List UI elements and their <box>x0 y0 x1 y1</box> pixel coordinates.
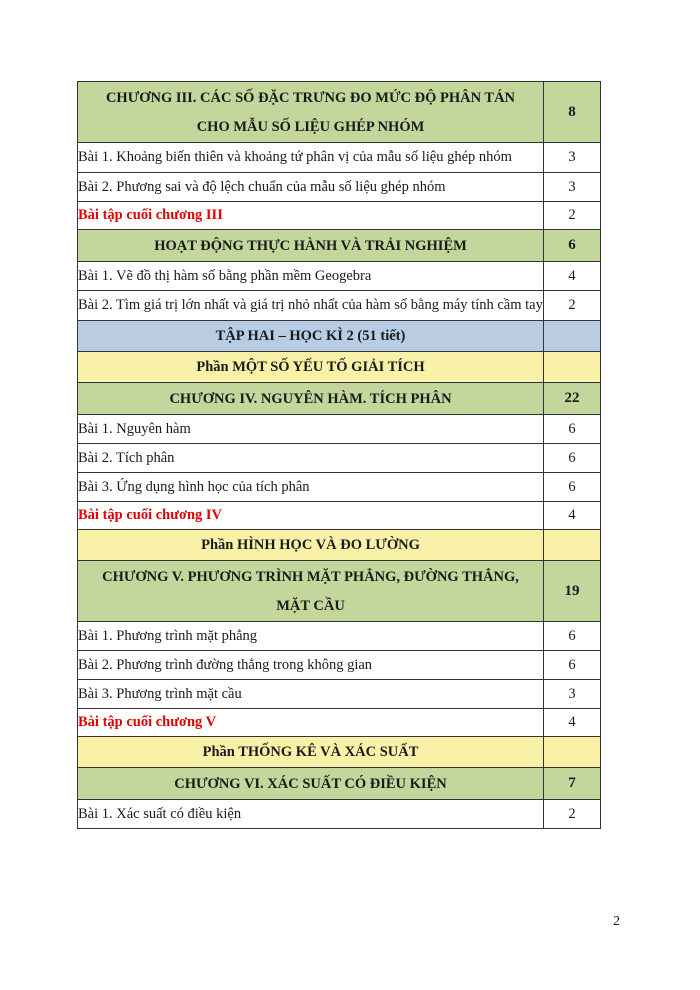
lesson-row <box>78 173 601 202</box>
part-title: Phần MỘT SỐ YẾU TỐ GIẢI TÍCH <box>78 352 544 383</box>
volume-row <box>78 321 601 352</box>
chapter-title: CHƯƠNG IV. NGUYÊN HÀM. TÍCH PHÂN <box>78 383 544 415</box>
lesson-hours: 3 <box>544 173 601 202</box>
lesson-hours: 6 <box>544 473 601 502</box>
page-number: 2 <box>613 914 620 929</box>
lesson-row <box>78 291 601 321</box>
lesson-hours: 2 <box>544 291 601 321</box>
part-hours <box>544 737 601 768</box>
lesson-title: Bài 2. Tìm giá trị lớn nhất và giá trị nhỏ nhất của hàm số bằng máy tính cầm tay <box>78 291 544 321</box>
lesson-row <box>78 800 601 829</box>
lesson-title: Bài 1. Khoảng biến thiên và khoảng tứ phân vị của mẫu số liệu ghép nhóm <box>78 143 544 173</box>
chapter-review-row <box>78 202 601 230</box>
lesson-row <box>78 262 601 291</box>
chapter-review-row <box>78 709 601 737</box>
lesson-hours: 6 <box>544 444 601 473</box>
chapter-row <box>78 230 601 262</box>
lesson-row <box>78 444 601 473</box>
lesson-row <box>78 143 601 173</box>
lesson-hours: 3 <box>544 680 601 709</box>
part-row <box>78 530 601 561</box>
volume-hours <box>544 321 601 352</box>
curriculum-table <box>77 81 601 829</box>
review-hours: 2 <box>544 202 601 230</box>
lesson-row <box>78 651 601 680</box>
chapter-review-row <box>78 502 601 530</box>
chapter-row <box>78 383 601 415</box>
lesson-title: Bài 3. Phương trình mặt cầu <box>78 680 544 709</box>
chapter-title: CHƯƠNG III. CÁC SỐ ĐẶC TRƯNG ĐO MỨC ĐỘ PHÂN TÁN CHO MẪU SỐ LIỆU GHÉP NHÓM <box>78 82 544 143</box>
lesson-hours: 6 <box>544 622 601 651</box>
part-hours <box>544 530 601 561</box>
lesson-hours: 6 <box>544 651 601 680</box>
lesson-title: Bài 1. Nguyên hàm <box>78 415 544 444</box>
chapter-title: HOẠT ĐỘNG THỰC HÀNH VÀ TRẢI NGHIỆM <box>78 230 544 262</box>
chapter-title: CHƯƠNG V. PHƯƠNG TRÌNH MẶT PHẲNG, ĐƯỜNG THẲNG, MẶT CẦU <box>78 561 544 622</box>
chapter-hours: 22 <box>544 383 601 415</box>
lesson-row <box>78 415 601 444</box>
chapter-row <box>78 768 601 800</box>
chapter-row <box>78 561 601 622</box>
chapter-row <box>78 82 601 143</box>
lesson-title: Bài 1. Vẽ đồ thị hàm số bằng phần mềm Geogebra <box>78 262 544 291</box>
lesson-row <box>78 680 601 709</box>
volume-title: TẬP HAI – HỌC KÌ 2 (51 tiết) <box>78 321 544 352</box>
review-hours: 4 <box>544 709 601 737</box>
review-hours: 4 <box>544 502 601 530</box>
part-row <box>78 352 601 383</box>
part-hours <box>544 352 601 383</box>
chapter-title: CHƯƠNG VI. XÁC SUẤT CÓ ĐIỀU KIỆN <box>78 768 544 800</box>
chapter-hours: 19 <box>544 561 601 622</box>
part-row <box>78 737 601 768</box>
part-title: Phần THỐNG KÊ VÀ XÁC SUẤT <box>78 737 544 768</box>
lesson-row <box>78 473 601 502</box>
lesson-title: Bài 2. Phương trình đường thẳng trong không gian <box>78 651 544 680</box>
lesson-title: Bài 1. Phương trình mặt phẳng <box>78 622 544 651</box>
lesson-title: Bài 3. Ứng dụng hình học của tích phân <box>78 473 544 502</box>
chapter-hours: 6 <box>544 230 601 262</box>
chapter-hours: 8 <box>544 82 601 143</box>
review-title: Bài tập cuối chương V <box>78 709 544 737</box>
lesson-hours: 3 <box>544 143 601 173</box>
lesson-hours: 2 <box>544 800 601 829</box>
lesson-title: Bài 2. Phương sai và độ lệch chuẩn của mẫu số liệu ghép nhóm <box>78 173 544 202</box>
lesson-title: Bài 1. Xác suất có điều kiện <box>78 800 544 829</box>
lesson-hours: 6 <box>544 415 601 444</box>
lesson-hours: 4 <box>544 262 601 291</box>
lesson-row <box>78 622 601 651</box>
review-title: Bài tập cuối chương IV <box>78 502 544 530</box>
part-title: Phần HÌNH HỌC VÀ ĐO LƯỜNG <box>78 530 544 561</box>
review-title: Bài tập cuối chương III <box>78 202 544 230</box>
lesson-title: Bài 2. Tích phân <box>78 444 544 473</box>
chapter-hours: 7 <box>544 768 601 800</box>
